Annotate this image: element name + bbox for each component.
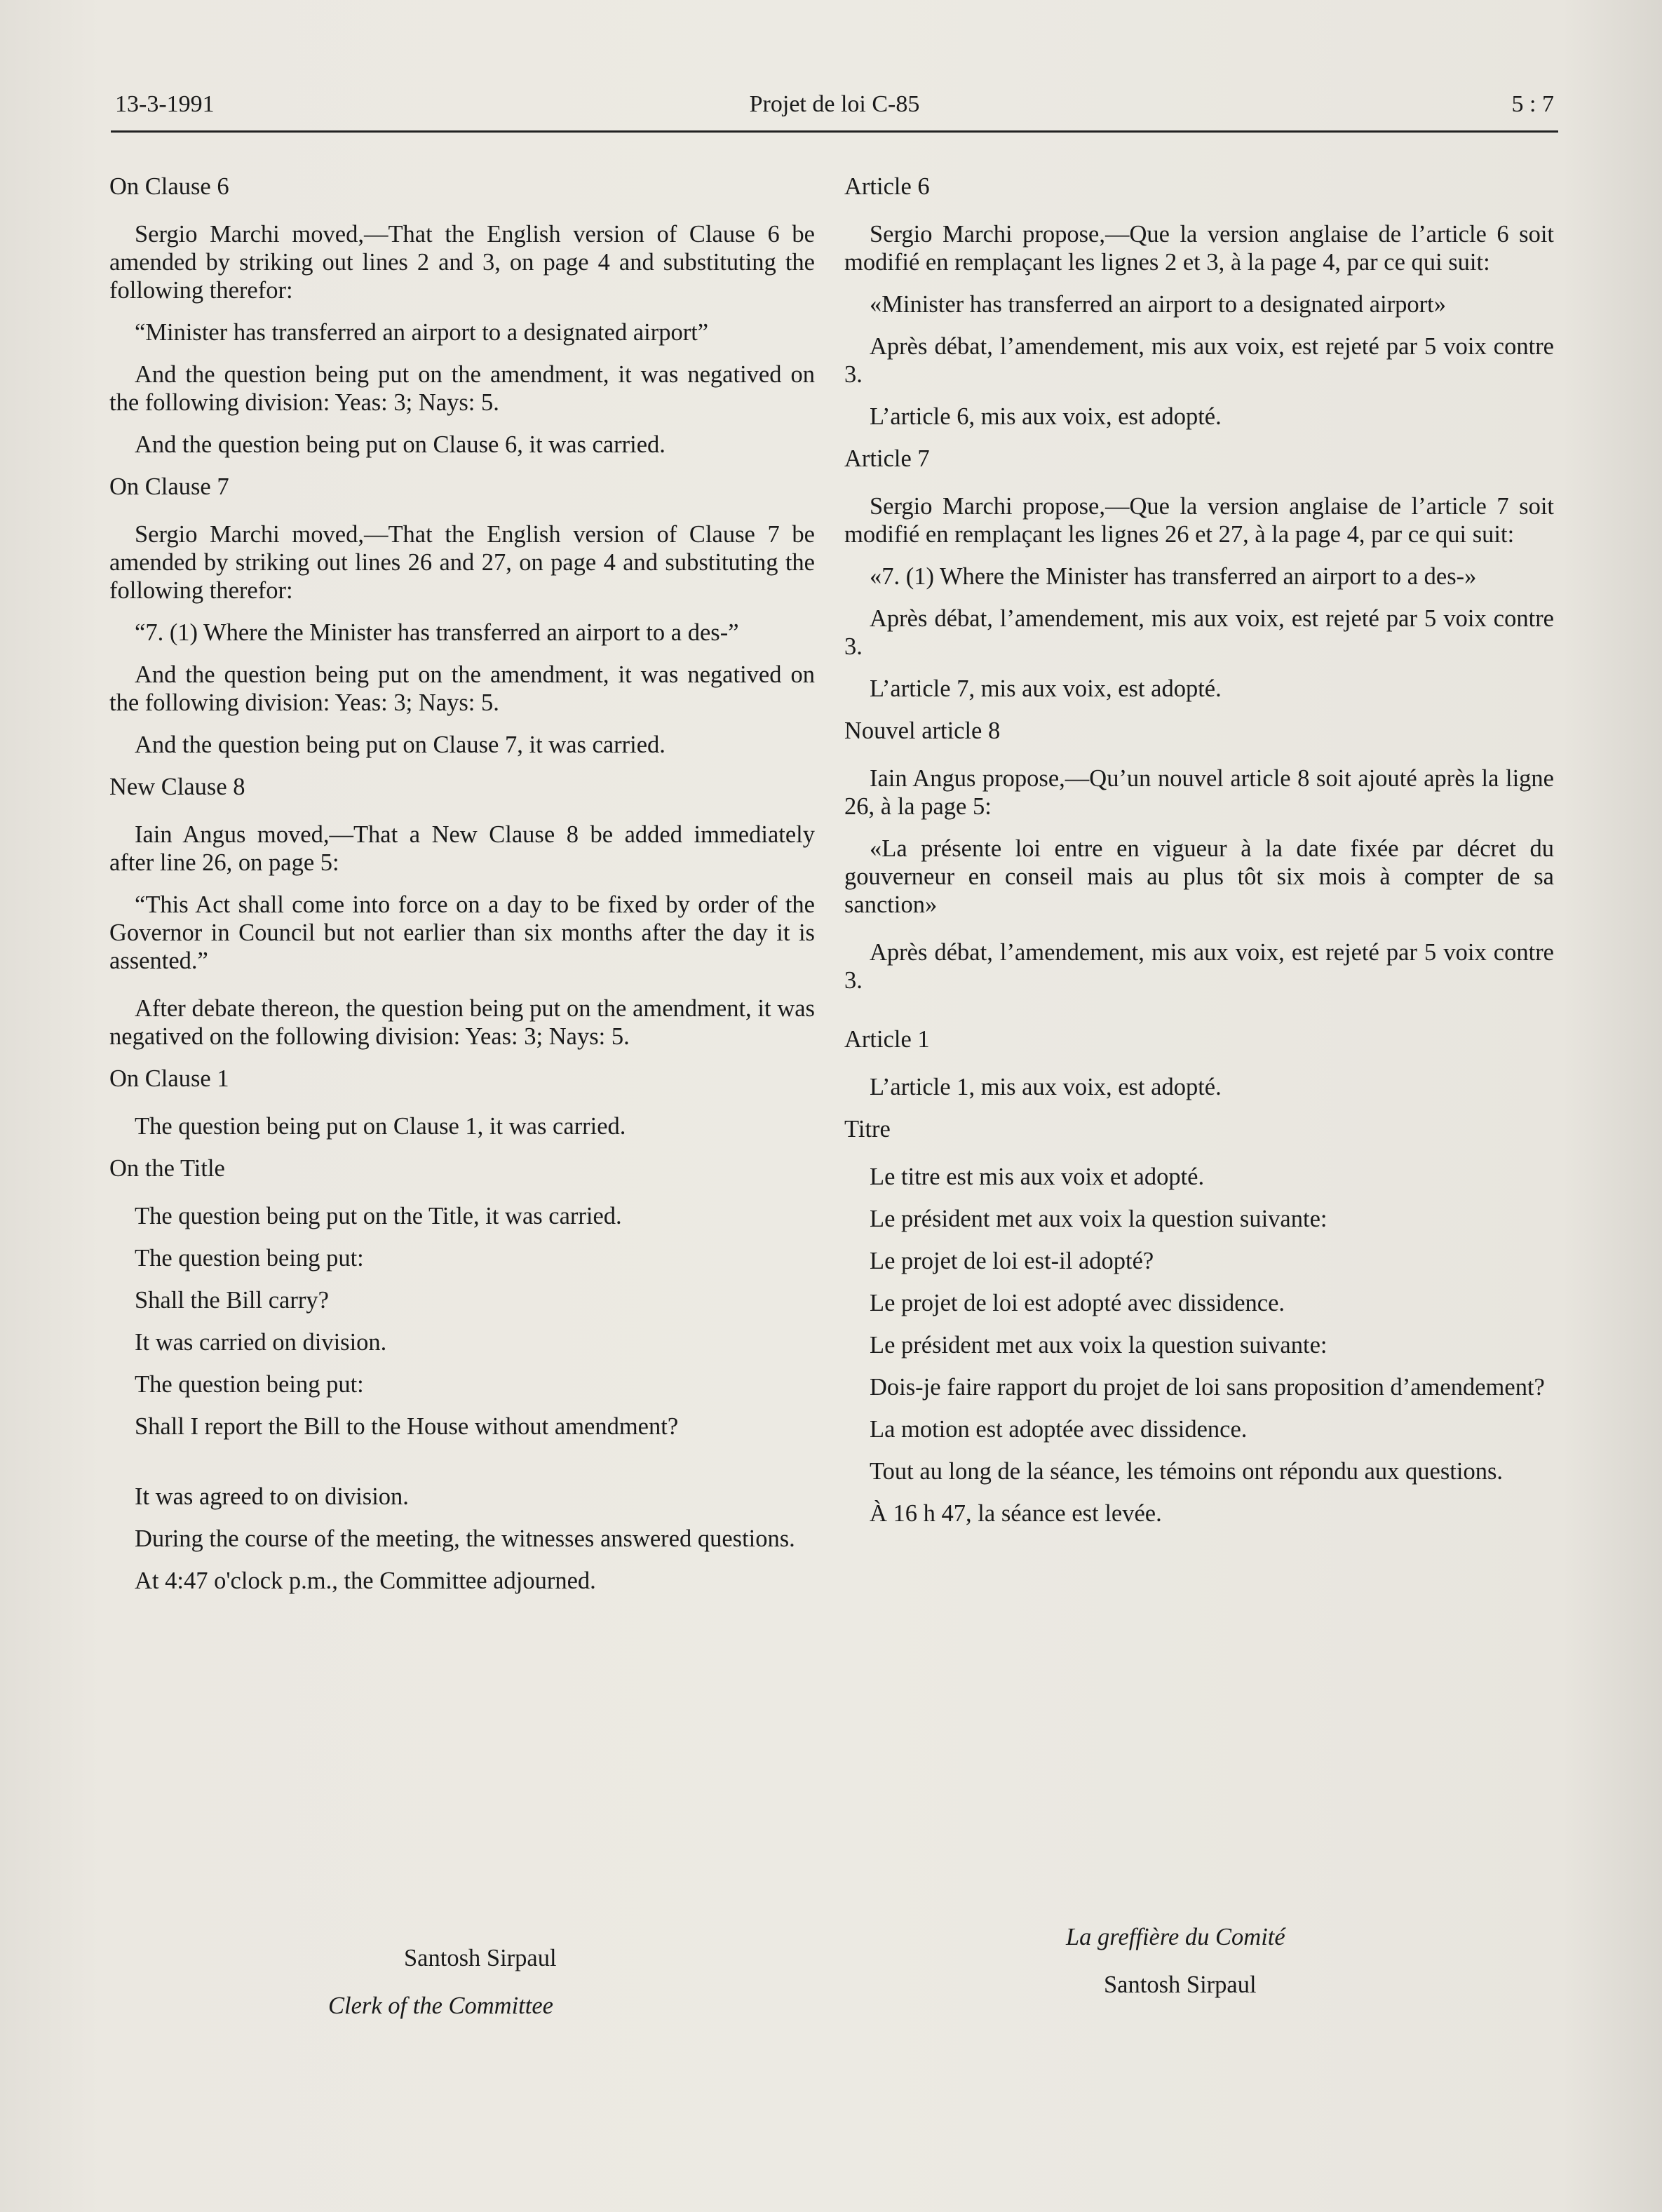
carried-article-1: L’article 1, mis aux voix, est adopté.: [870, 1074, 1222, 1100]
carried-on-division: It was carried on division.: [135, 1329, 387, 1356]
heading-article-6: Article 6: [844, 173, 930, 200]
question-put-1: The question being put:: [135, 1245, 364, 1272]
report-bill-question: Shall I report the Bill to the House without amendment?: [135, 1413, 679, 1440]
motion-clause-6: Sergio Marchi moved,—That the English version of Clause 6 be amended by striking out lines 2 and 3, on page 4 and substituting the following therefor:: [109, 221, 815, 304]
header-title: Projet de loi C-85: [749, 91, 920, 117]
motion-article-6: Sergio Marchi propose,—Que la version anglaise de l’article 6 soit modifié en remplaçant les lignes 2 et 3, à la page 4, par ce qui suit:: [844, 221, 1554, 276]
greffiere-name: Santosh Sirpaul: [1104, 1971, 1257, 1998]
quote-article-6: «Minister has transferred an airport to a designated airport»: [870, 291, 1446, 318]
carried-article-7: L’article 7, mis aux voix, est adopté.: [870, 675, 1222, 702]
president-question-2: Le président met aux voix la question suivante:: [870, 1332, 1327, 1358]
motion-article-7: Sergio Marchi propose,—Que la version anglaise de l’article 7 soit modifié en remplaçant les lignes 26 et 27, à la page 4, par ce qui suit:: [844, 493, 1554, 548]
result-article-7: Après débat, l’amendement, mis aux voix, est rejeté par 5 voix contre 3.: [844, 605, 1554, 660]
heading-clause-1: On Clause 1: [109, 1065, 229, 1092]
carried-clause-1: The question being put on Clause 1, it was carried.: [135, 1113, 626, 1140]
agreed-on-division: It was agreed to on division.: [135, 1483, 409, 1510]
clerk-title: Clerk of the Committee: [328, 1992, 553, 2019]
carried-clause-7: And the question being put on Clause 7, it was carried.: [135, 731, 666, 758]
motion-clause-7: Sergio Marchi moved,—That the English version of Clause 7 be amended by striking out lines 26 and 27, on page 4 and substituting the following therefor:: [109, 521, 815, 604]
question-put-2: The question being put:: [135, 1371, 364, 1398]
header-page-number: 5 : 7: [1511, 91, 1554, 117]
witnesses-answered: During the course of the meeting, the witnesses answered questions.: [135, 1525, 795, 1552]
adopte-avec-dissidence: Le projet de loi est adopté avec dissidence.: [870, 1290, 1285, 1316]
temoins-repondu: Tout au long de la séance, les témoins ont répondu aux questions.: [870, 1458, 1504, 1485]
heading-new-clause-8: New Clause 8: [109, 774, 245, 800]
clerk-name: Santosh Sirpaul: [404, 1945, 557, 1971]
greffiere-title: La greffière du Comité: [1066, 1924, 1285, 1950]
english-column: [109, 173, 815, 1609]
result-clause-6: And the question being put on the amendment, it was negatived on the following division: Yeas: 3; Nays: 5.: [109, 361, 815, 416]
page-header: [111, 91, 1558, 133]
result-article-8: Après débat, l’amendement, mis aux voix, est rejeté par 5 voix contre 3.: [844, 939, 1554, 994]
result-article-6: Après débat, l’amendement, mis aux voix, est rejeté par 5 voix contre 3.: [844, 333, 1554, 388]
seance-levee: À 16 h 47, la séance est levée.: [870, 1500, 1162, 1527]
carried-clause-6: And the question being put on Clause 6, it was carried.: [135, 431, 666, 458]
header-date: 13-3-1991: [115, 91, 215, 117]
quote-clause-7: “7. (1) Where the Minister has transferred an airport to a des-”: [135, 619, 739, 646]
quote-article-8: «La présente loi entre en vigueur à la date fixée par décret du gouverneur en conseil mais au plus tôt six mois à compter de sa sanction»: [844, 835, 1554, 918]
title-carried: The question being put on the Title, it was carried.: [135, 1203, 622, 1229]
titre-adopte: Le titre est mis aux voix et adopté.: [870, 1164, 1205, 1190]
heading-titre: Titre: [844, 1116, 891, 1142]
carried-article-6: L’article 6, mis aux voix, est adopté.: [870, 403, 1222, 430]
quote-article-7: «7. (1) Where the Minister has transferred an airport to a des-»: [870, 563, 1477, 590]
rapport-question: Dois-je faire rapport du projet de loi sans proposition d’amendement?: [870, 1374, 1545, 1401]
motion-clause-8: Iain Angus moved,—That a New Clause 8 be added immediately after line 26, on page 5:: [109, 821, 815, 876]
quote-clause-6: “Minister has transferred an airport to a designated airport”: [135, 319, 709, 346]
heading-new-article-8: Nouvel article 8: [844, 717, 1001, 744]
quote-clause-8: “This Act shall come into force on a day to be fixed by order of the Governor in Council but not earlier than six months after the day it is assented.”: [109, 891, 815, 974]
heading-clause-7: On Clause 7: [109, 473, 229, 500]
bill-carry-question: Shall the Bill carry?: [135, 1287, 329, 1314]
adjournment: At 4:47 o'clock p.m., the Committee adjourned.: [135, 1567, 596, 1594]
result-clause-8: After debate thereon, the question being put on the amendment, it was negatived on the following division: Yeas: 3; Nays: 5.: [109, 995, 815, 1050]
heading-title: On the Title: [109, 1155, 225, 1182]
result-clause-7: And the question being put on the amendment, it was negatived on the following division: Yeas: 3; Nays: 5.: [109, 661, 815, 716]
french-column: [844, 173, 1554, 1542]
motion-adoptee: La motion est adoptée avec dissidence.: [870, 1416, 1248, 1443]
heading-clause-6: On Clause 6: [109, 173, 229, 200]
heading-article-7: Article 7: [844, 445, 930, 472]
president-question-1: Le président met aux voix la question suivante:: [870, 1206, 1327, 1232]
heading-article-1: Article 1: [844, 1026, 930, 1053]
motion-article-8: Iain Angus propose,—Qu’un nouvel article 8 soit ajouté après la ligne 26, à la page 5:: [844, 765, 1554, 820]
projet-adopte-question: Le projet de loi est-il adopté?: [870, 1248, 1154, 1274]
